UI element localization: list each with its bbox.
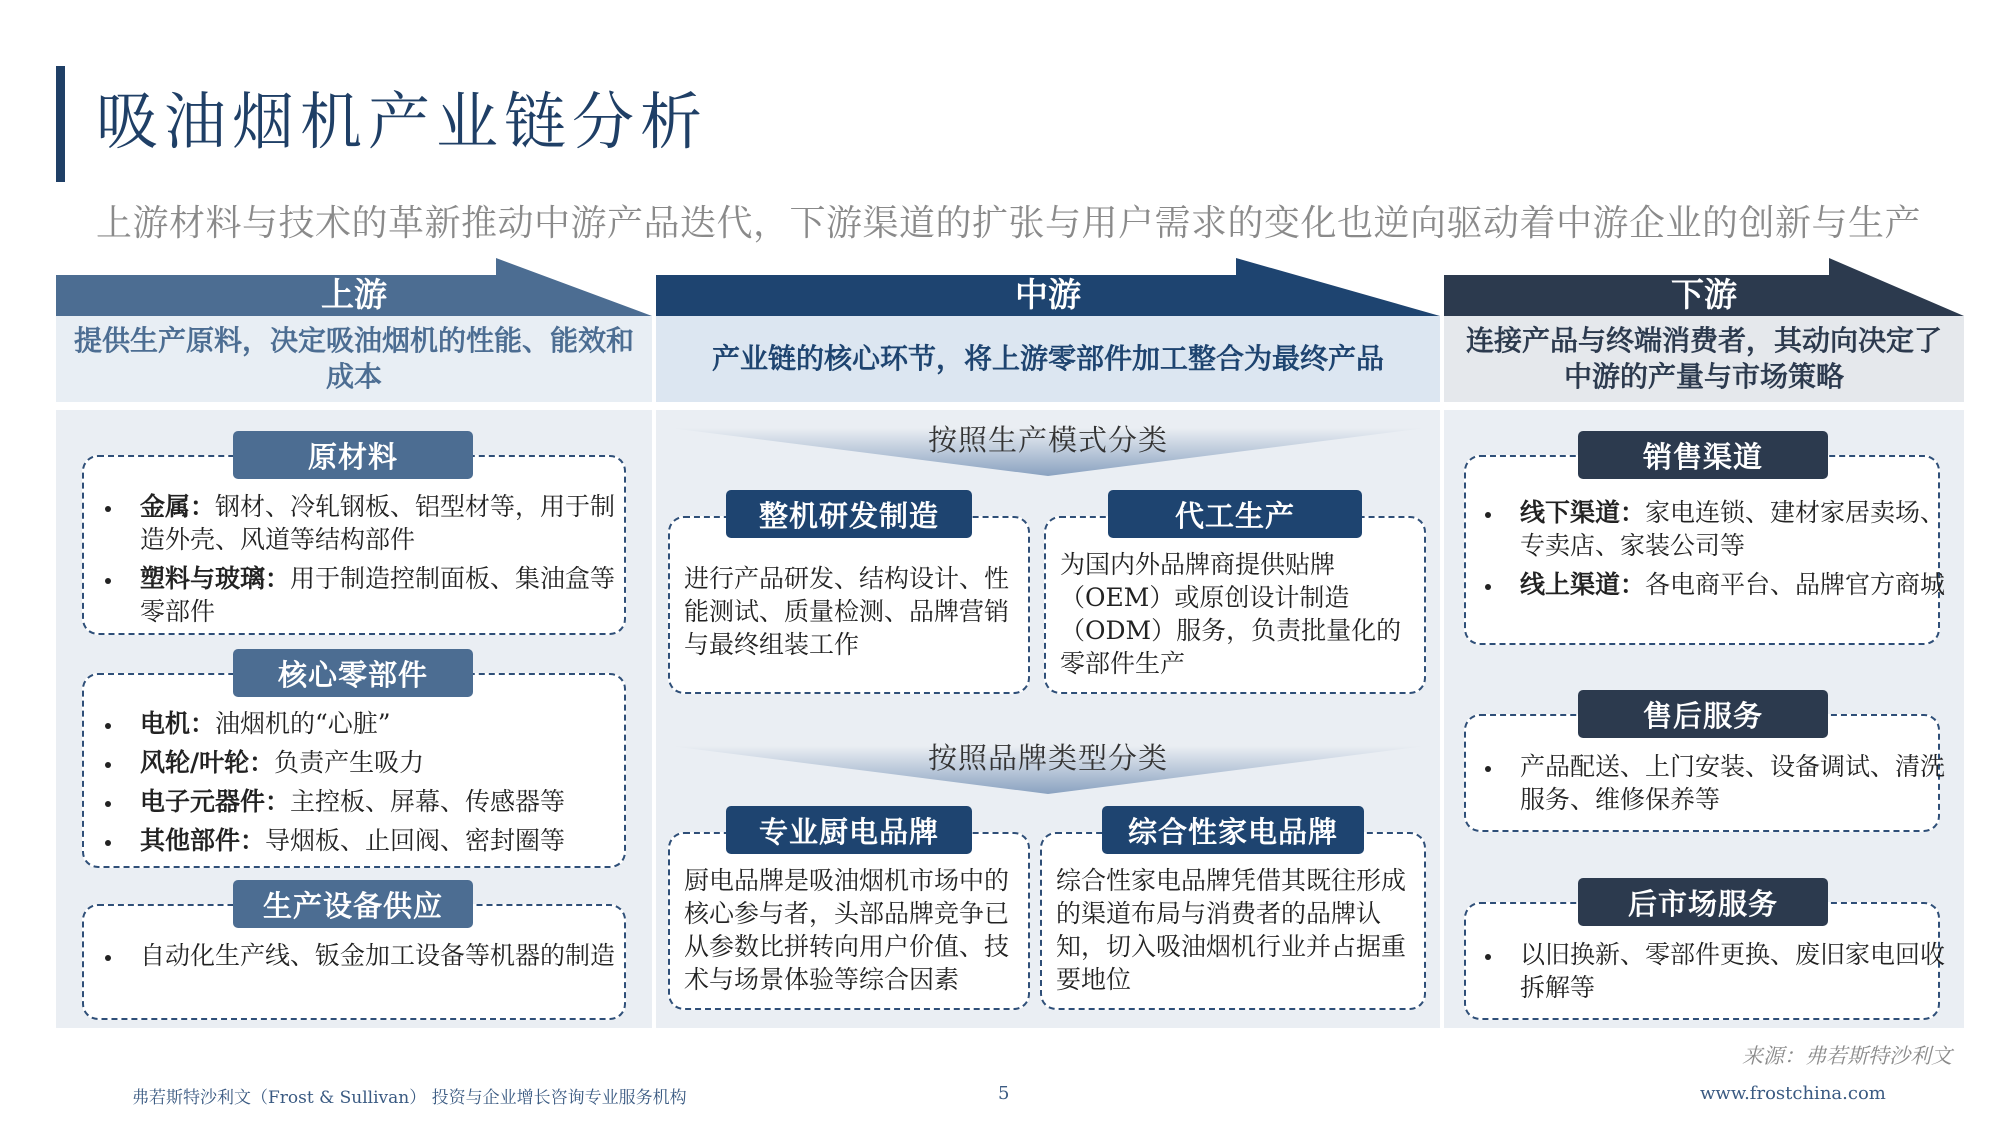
mode-heading: 按照生产模式分类: [927, 423, 1168, 457]
rd-title: 整机研发制造: [726, 490, 972, 538]
components-item: • 电机：油烟机的“心脏”: [124, 707, 634, 740]
source-note: 来源：弗若斯特沙利文: [1742, 1044, 1952, 1068]
after-sales-item: • 产品配送、上门安装、设备调试、清洗服务、维修保养等: [1504, 750, 1950, 816]
general-brand-title: 综合性家电品牌: [1102, 806, 1364, 854]
upstream-banner: [56, 258, 652, 316]
sales-item: • 线上渠道：各电商平台、品牌官方商城: [1504, 568, 1950, 601]
rd-text: 进行产品研发、结构设计、性能测试、质量检测、品牌营销与最终组装工作: [684, 564, 1010, 659]
equipment-item: • 自动化生产线、钣金加工设备等机器的制造: [124, 939, 634, 972]
oem-title: 代工生产: [1108, 490, 1362, 538]
components-item: • 电子元器件：主控板、屏幕、传感器等: [124, 785, 634, 818]
kitchen-brand-title: 专业厨电品牌: [726, 806, 972, 854]
downstream-label: 下游: [1671, 275, 1737, 314]
general-brand-text: 综合性家电品牌凭借其既往形成的渠道布局与消费者的品牌认知，切入吸油烟机行业并占据重要地位: [1056, 866, 1407, 994]
downstream-description: 连接产品与终端消费者，其动向决定了中游的产量与市场策略: [1444, 316, 1964, 402]
after-sales-list: [1476, 750, 1950, 822]
midstream-description: 产业链的核心环节，将上游零部件加工整合为最终产品: [656, 316, 1440, 402]
title-accent-bar: [56, 66, 65, 182]
components-item: • 其他部件：导烟板、止回阀、密封圈等: [124, 824, 634, 857]
components-title: 核心零部件: [233, 649, 473, 697]
midstream-label: 中游: [1015, 275, 1081, 314]
sales-item: • 线下渠道：家电连锁、建材家居卖场、专卖店、家装公司等: [1504, 496, 1950, 562]
aftermarket-list: [1476, 938, 1950, 1010]
materials-item: • 塑料与玻璃：用于制造控制面板、集油盒等零部件: [124, 562, 634, 628]
upstream-label: 上游: [321, 275, 387, 314]
aftermarket-item: • 以旧换新、零部件更换、废旧家电回收拆解等: [1504, 938, 1950, 1004]
materials-item: • 金属：钢材、冷轧钢板、铝型材等，用于制造外壳、风道等结构部件: [124, 490, 634, 556]
page-subtitle: 上游材料与技术的革新推动中游产品迭代，下游渠道的扩张与用户需求的变化也逆向驱动着中游企业的创新与生产: [96, 203, 1922, 244]
after-sales-title: 售后服务: [1578, 690, 1828, 738]
kitchen-brand-text: 厨电品牌是吸油烟机市场中的核心参与者，头部品牌竞争已从参数比拼转向用户价值、技术与场景体验等综合因素: [684, 866, 1010, 994]
footer-company: 弗若斯特沙利文（Frost & Sullivan） 投资与企业增长咨询专业服务机构: [132, 1088, 687, 1108]
aftermarket-title: 后市场服务: [1578, 878, 1828, 926]
sales-title: 销售渠道: [1578, 431, 1828, 479]
brand-heading: 按照品牌类型分类: [927, 741, 1168, 775]
midstream-banner: [656, 258, 1440, 316]
components-item: • 风轮/叶轮：负责产生吸力: [124, 746, 634, 779]
downstream-banner: [1444, 258, 1964, 316]
upstream-description: 提供生产原料，决定吸油烟机的性能、能效和成本: [56, 316, 652, 402]
materials-title: 原材料: [233, 431, 473, 479]
page-title: 吸油烟机产业链分析: [96, 85, 709, 158]
materials-list: [96, 490, 634, 634]
sales-list: [1476, 496, 1950, 607]
equipment-title: 生产设备供应: [233, 880, 473, 928]
equipment-list: [96, 939, 634, 978]
footer-url[interactable]: www.frostchina.com: [1700, 1083, 1886, 1104]
oem-text: 为国内外品牌商提供贴牌（OEM）或原创设计制造（ODM）服务，负责批量化的零部件生产: [1060, 550, 1402, 678]
components-list: [96, 707, 634, 863]
page-number: 5: [998, 1083, 1010, 1104]
